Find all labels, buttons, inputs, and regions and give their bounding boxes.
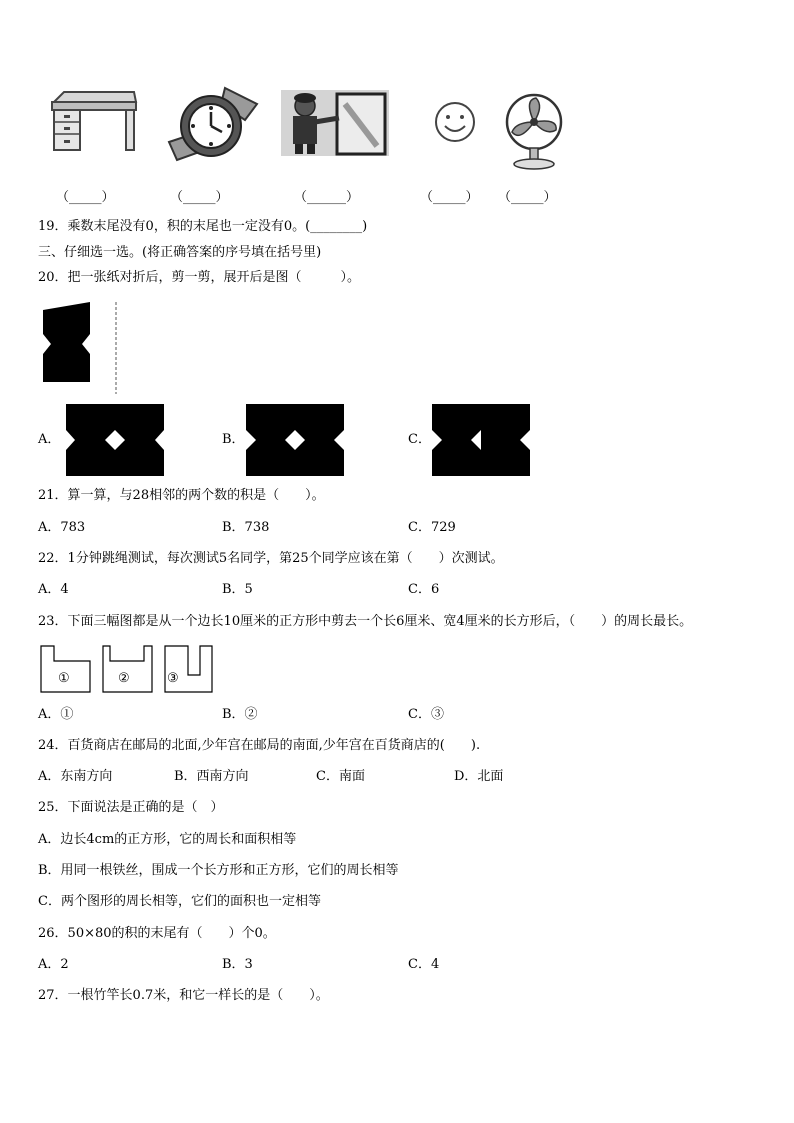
question-24-option-b[interactable]: B．西南方向 [174,769,249,784]
question-27-stem: 27．一根竹竿长0.7米，和它一样长的是（ ）。 [38,988,329,1003]
figure-2-label: ② [118,671,130,686]
section-3-heading: 三、仔细选一选。(将正确答案的序号填在括号里) [38,245,322,260]
question-23-option-c[interactable]: C．③ [408,707,444,722]
question-21-option-c[interactable]: C．729 [408,520,456,535]
question-26-option-a[interactable]: A．2 [38,957,69,972]
figure-1-label: ① [58,671,70,686]
question-20-option-a[interactable]: A． [38,432,61,447]
option-a-figure [66,404,164,476]
question-22-option-b[interactable]: B．5 [222,582,253,597]
question-20-stem: 20．把一张纸对折后，剪一剪，展开后是图（ ）。 [38,270,361,285]
question-22-option-c[interactable]: C．6 [408,582,440,597]
question-23-option-a[interactable]: A．① [38,707,74,722]
question-24-option-c[interactable]: C．南面 [316,769,365,784]
folded-paper-figure [40,300,124,396]
boy-opening-window-icon [281,90,389,156]
question-24-stem: 24．百货商店在邮局的北面,少年宫在邮局的南面,少年宫在百货商店的( ). [38,738,481,753]
question-23-option-b[interactable]: B．② [222,707,258,722]
question-21-option-a[interactable]: A．783 [38,520,86,535]
question-22-option-a[interactable]: A．4 [38,582,69,597]
picture-blank-4[interactable]: （_____） [420,190,479,205]
question-19: 19．乘数末尾没有0，积的末尾也一定没有0。(________) [38,219,368,234]
watch-icon [165,86,259,162]
desk-icon [48,88,140,154]
question-24-option-a[interactable]: A．东南方向 [38,769,113,784]
picture-blank-2[interactable]: （_____） [170,190,229,205]
question-25-option-a[interactable]: A．边长4cm的正方形，它的周长和面积相等 [38,832,297,847]
question-22-stem: 22．1分钟跳绳测试，每次测试5名同学，第25个同学应该在第（ ）次测试。 [38,551,504,566]
picture-blank-1[interactable]: （_____） [56,190,115,205]
option-c-figure [432,404,530,476]
question-26-option-b[interactable]: B．3 [222,957,253,972]
question-24-option-d[interactable]: D．北面 [454,769,504,784]
option-b-figure [246,404,344,476]
question-26-option-c[interactable]: C．4 [408,957,440,972]
question-25-stem: 25．下面说法是正确的是（ ） [38,800,224,815]
question-26-stem: 26．50×80的积的末尾有（ ）个0。 [38,926,276,941]
question-21-stem: 21．算一算，与28相邻的两个数的积是（ ）。 [38,488,325,503]
smiley-face-icon [433,100,477,144]
question-21-option-b[interactable]: B．738 [222,520,270,535]
question-20-option-b[interactable]: B． [222,432,245,447]
question-25-option-c[interactable]: C．两个图形的周长相等，它们的面积也一定相等 [38,894,321,909]
picture-blank-5[interactable]: （_____） [498,190,557,205]
electric-fan-icon [502,92,566,170]
question-23-stem: 23．下面三幅图都是从一个边长10厘米的正方形中剪去一个长6厘米、宽4厘米的长方形后，（ ）的周长最长。 [38,614,693,629]
figure-3-label: ③ [167,671,179,686]
picture-blank-3[interactable]: （______） [294,190,360,205]
question-20-option-c[interactable]: C． [408,432,431,447]
question-25-option-b[interactable]: B．用同一根铁丝，围成一个长方形和正方形，它们的周长相等 [38,863,399,878]
